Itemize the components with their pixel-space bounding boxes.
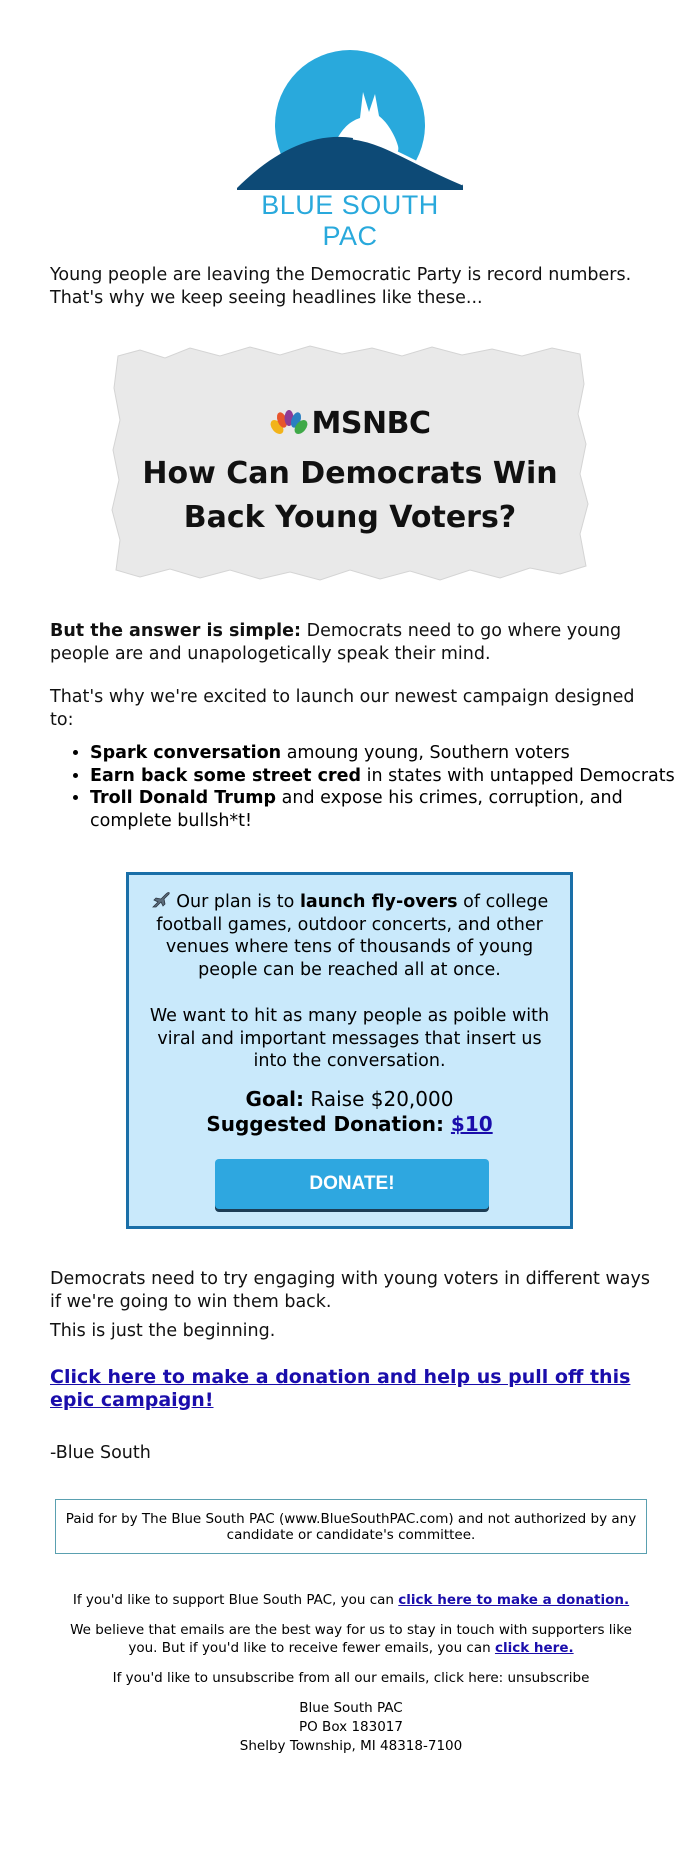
clipping-headline: How Can Democrats Win Back Young Voters? [142,456,558,535]
address-line: PO Box 183017 [299,1719,403,1735]
plan-prefix: Our plan is to [170,892,300,912]
list-item-text: amoung young, Southern voters [281,743,570,763]
paid-for-disclaimer: Paid for by The Blue South PAC (www.BlueSouthPAC.com) and not authorized by any candidate or candidate's committee. [55,1499,647,1554]
suggested-label: Suggested Donation: [206,1112,451,1136]
emails-line [55,1622,647,1657]
list-item-bold: Earn back some street cred [90,765,362,786]
goal-value: Raise $20,000 [304,1087,454,1111]
support-prefix: If you'd like to support Blue South PAC, you can [72,1592,399,1608]
plan-rest: of college football games, outdoor concerts, and other venues where tens of thousands of young people can be reached all at once. [156,892,549,980]
address-line: Blue South PAC [299,1700,403,1716]
answer-rest: Democrats need to go where young people are and unapologetically speak their mind. [50,621,622,664]
msnbc-logo [110,406,590,441]
goal-label: Goal: [245,1087,305,1111]
news-clipping [110,344,590,584]
signoff: -Blue South [50,1443,151,1463]
list-item-bold: Troll Donald Trump [90,788,277,808]
airplane-icon [151,891,171,909]
list-item [90,742,700,765]
plan-bold: launch fly-overs [299,892,458,912]
beginning-paragraph: This is just the beginning. [50,1321,276,1341]
suggested-donation-line [129,1112,570,1137]
donation-cta-link[interactable]: Click here to make a donation and help us pull off this epic campaign! [50,1366,631,1411]
answer-paragraph [50,620,650,665]
list-item-text: in states with untapped Democrats [361,765,675,786]
campaign-callout-box [126,872,573,1229]
unsubscribe-line[interactable]: If you'd like to unsubscribe from all our emails, click here: unsubscribe [112,1670,590,1686]
peacock-icon [270,410,308,436]
plan-paragraph [143,891,556,981]
list-item-bold: Spark conversation [90,743,282,763]
outlet-name: MSNBC [311,406,431,441]
support-donation-link[interactable]: click here to make a donation. [398,1592,630,1608]
blue-south-logo [235,50,465,251]
list-item [90,765,700,788]
emails-prefix: We believe that emails are the best way for us to stay in touch with supporters like you. But if you'd like to receive fewer emails, you can [70,1622,632,1656]
list-item-text: and expose his crimes, corruption, and complete bullsh*t! [90,788,623,831]
launch-paragraph: That's why we're excited to launch our newest campaign designed to: [50,687,635,730]
address-line: Shelby Township, MI 48318-7100 [239,1738,463,1754]
donkey-logo-icon [235,50,465,190]
support-line [55,1592,647,1610]
donate-button[interactable]: DONATE! [215,1159,489,1209]
message-paragraph: We want to hit as many people as poible with viral and important messages that insert us into the conversation. [149,1006,550,1071]
answer-lead: But the answer is simple: [50,621,302,641]
suggested-amount-link[interactable]: $10 [450,1112,493,1136]
campaign-goals-list [50,742,700,832]
logo-wordmark: BLUE SOUTH PAC [261,190,439,251]
goal-line [129,1087,570,1112]
fewer-emails-link[interactable]: click here. [494,1639,574,1656]
closing-paragraph: Democrats need to try engaging with young voters in different ways if we're going to win them back. [50,1269,650,1312]
list-item [90,787,700,832]
intro-paragraph: Young people are leaving the Democratic Party is record numbers. That's why we keep seeing headlines like these... [50,265,632,308]
